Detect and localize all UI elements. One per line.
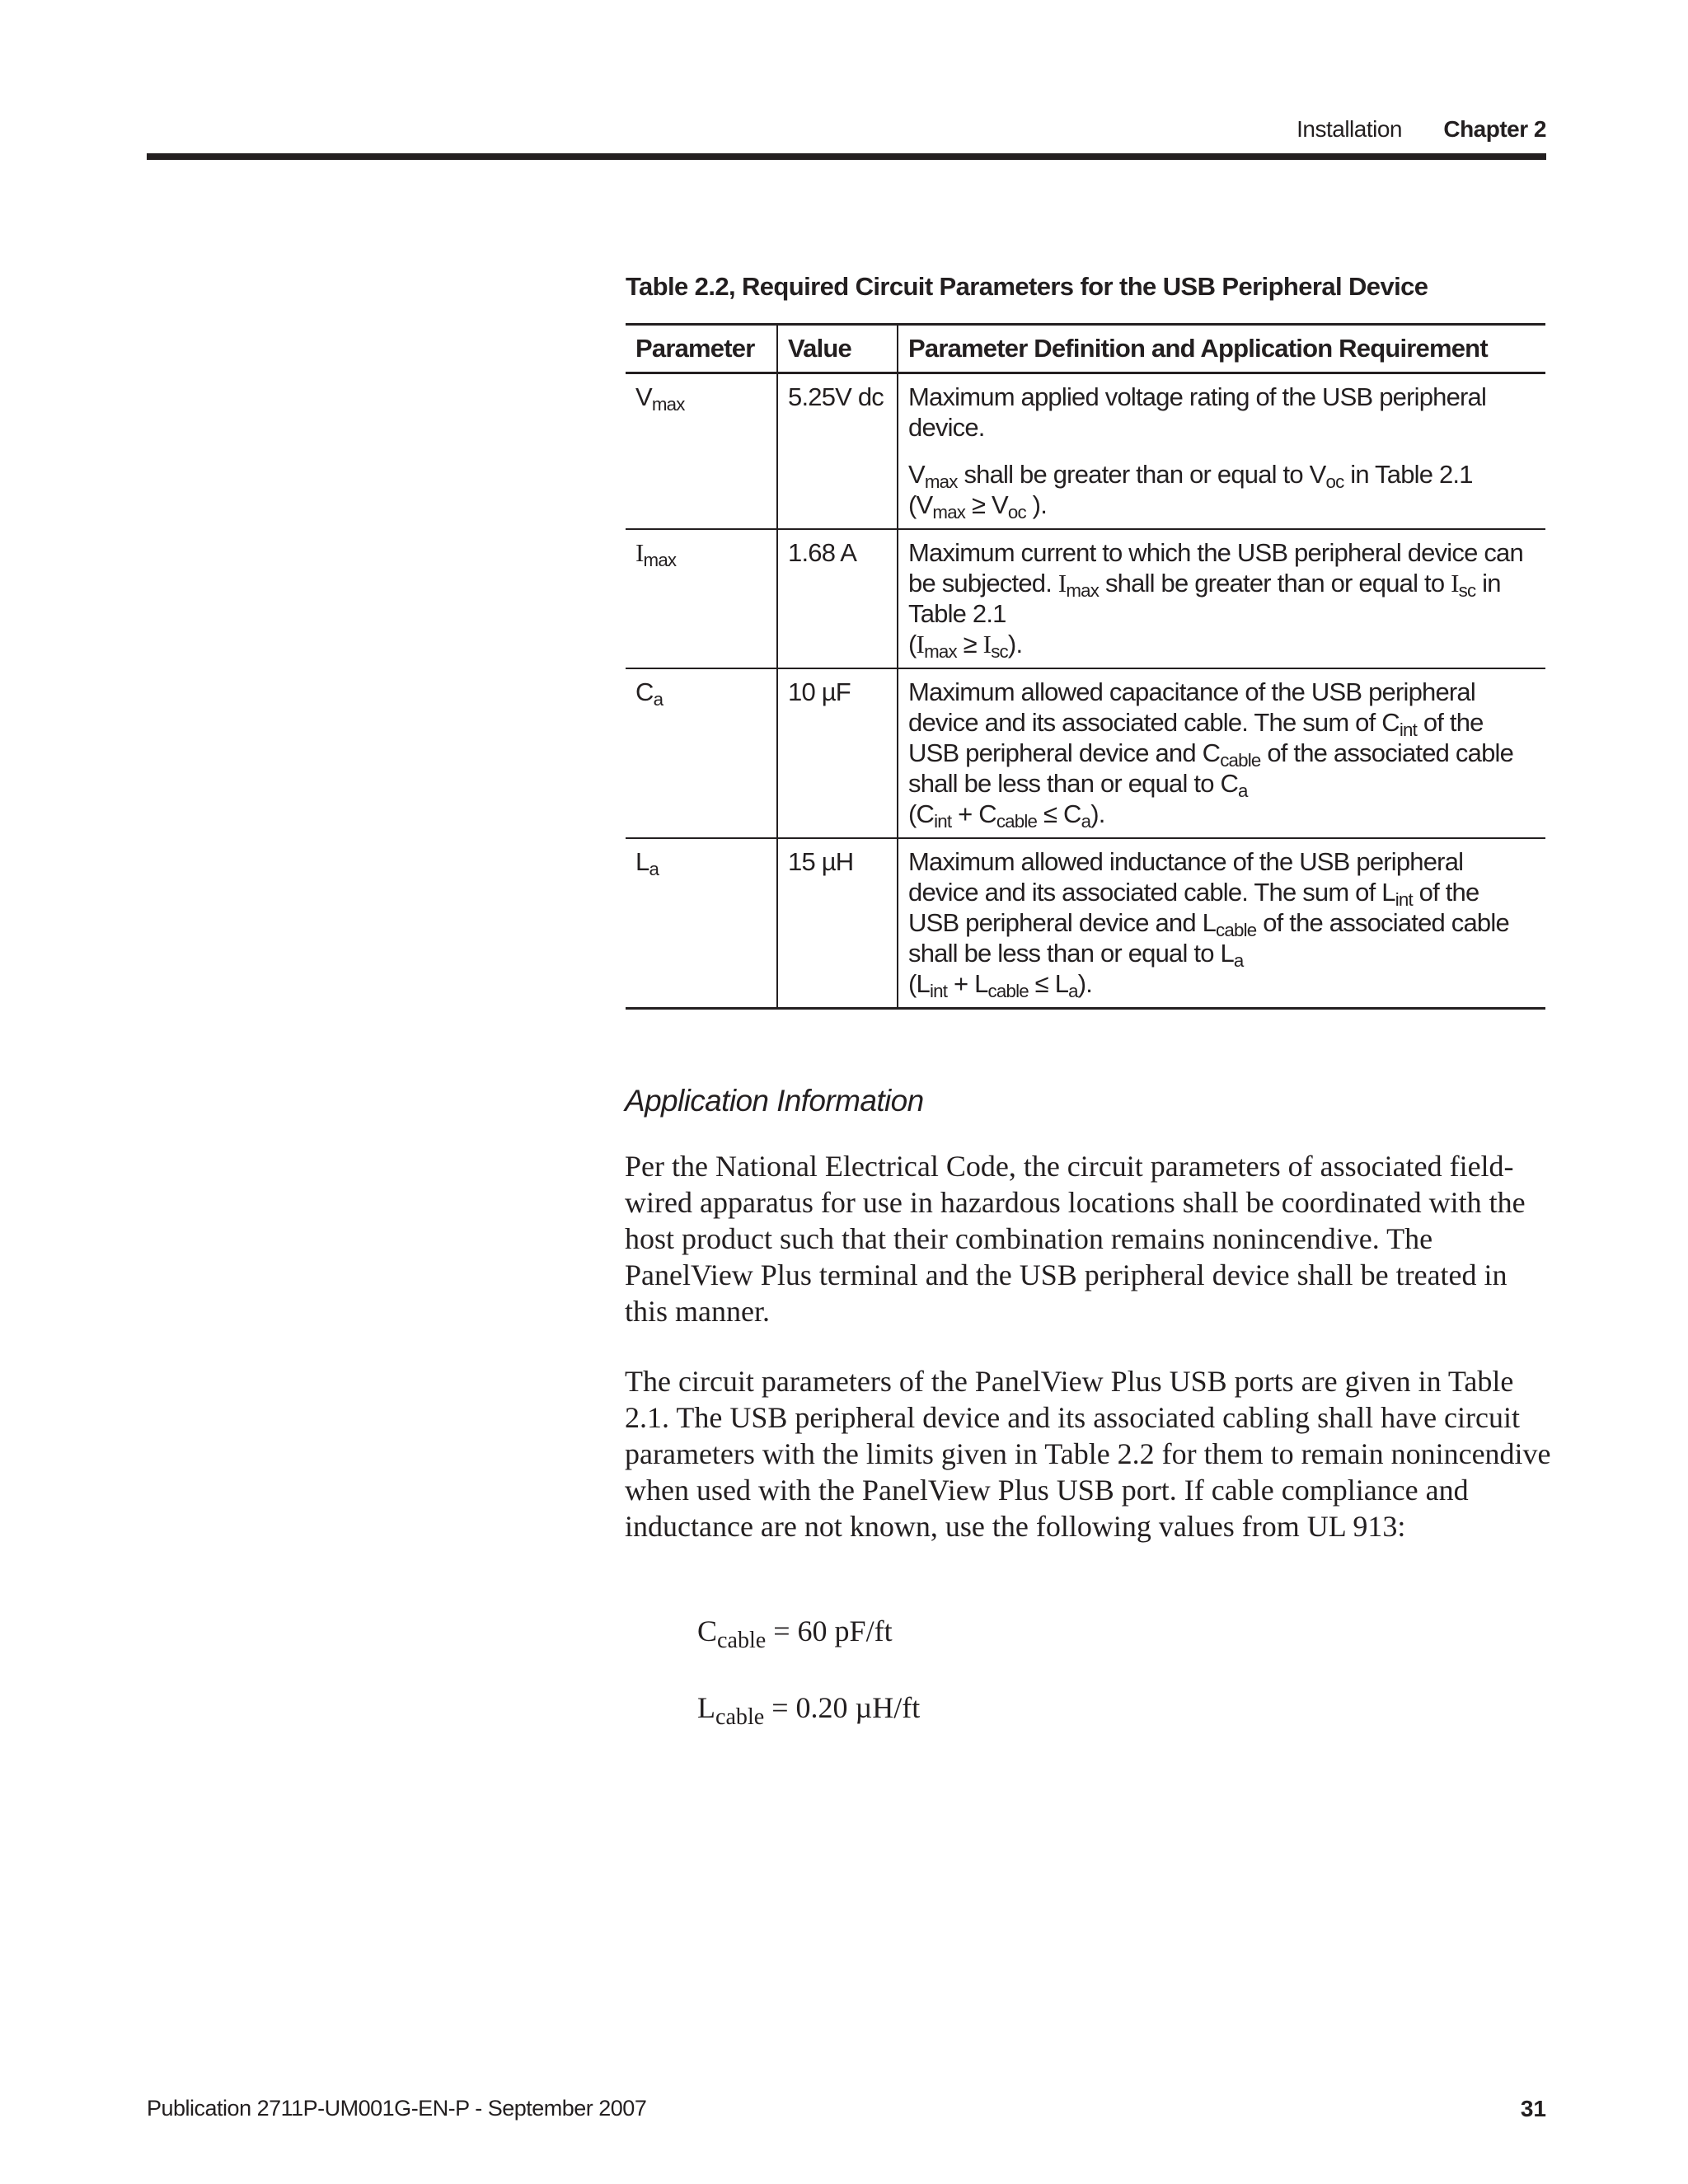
cable-capacitance-formula: $C_{cable} = 60$ pF/ft: [697, 1615, 893, 1653]
definition-cell: Maximum allowed inductance of the USB peripheral device and its associated cable. The sum of $L_{int}$ of the USB peripheral device and $L_{cable}$ of the associated cable shall be less than or equal to $L_a$ $(L_{int} + L_{cable} \le L_a)$.: [898, 838, 1545, 1009]
footer-publication: Publication 2711P-UM001G-EN-P - September 2007: [147, 2096, 647, 2121]
table-row: [626, 838, 1545, 1009]
value-cell: 10 µF: [777, 668, 898, 838]
value-cell: 15 µH: [777, 838, 898, 1009]
running-header-section: Installation: [1296, 116, 1402, 142]
param-cell: $L_a$: [626, 838, 777, 1009]
column-header-definition: Parameter Definition and Application Requirement: [898, 325, 1545, 373]
footer-page-number: 31: [1520, 2096, 1546, 2121]
table-row: [626, 373, 1545, 530]
table-row: [626, 668, 1545, 838]
column-header-value: Value: [777, 325, 898, 373]
cable-inductance-formula: $L_{cable} = 0.20$ µH/ft: [697, 1691, 921, 1730]
definition-cell: Maximum current to which the USB peripheral device can be subjected. $I_{max}$ shall be greater than or equal to $I_{sc}$ in Table 2.1 $(I_{max} \ge I_{sc})$.: [898, 529, 1545, 668]
table-row: [626, 529, 1545, 668]
definition-cell: Maximum applied voltage rating of the USB peripheral device. $V_{max}$ shall be greater than or equal to $V_{oc}$ in Table 2.1 ($V_{max} \ge V_{oc}$ ).: [898, 373, 1545, 530]
column-header-parameter: Parameter: [626, 325, 777, 373]
running-header-chapter: Chapter 2: [1443, 116, 1546, 142]
param-cell: $C_a$: [626, 668, 777, 838]
value-cell: 1.68 A: [777, 529, 898, 668]
circuit-parameters-table: [626, 323, 1545, 1010]
body-paragraph: The circuit parameters of the PanelView Plus USB ports are given in Table 2.1. The USB peripheral device and its associated cabling shall have circuit parameters with the limits given in Table 2.2 for them to remain nonincendive when used with the PanelView Plus USB port. If cable compliance and inductance are not known, use the following values from UL 913:: [625, 1365, 1551, 1543]
value-cell: 5.25V dc: [777, 373, 898, 530]
param-cell: $I_{max}$: [626, 529, 777, 668]
table-caption: Table 2.2, Required Circuit Parameters for the USB Peripheral Device: [626, 272, 1428, 301]
definition-cell: Maximum allowed capacitance of the USB peripheral device and its associated cable. The sum of $C_{int}$ of the USB peripheral device and $C_{cable}$ of the associated cable shall be less than or equal to $C_a$ $(C_{int} + C_{cable} \le C_a)$.: [898, 668, 1545, 838]
param-cell: $V_{max}$: [626, 373, 777, 530]
table-header-row: [626, 325, 1545, 373]
body-paragraph: Per the National Electrical Code, the circuit parameters of associated field-wired apparatus for use in hazardous locations shall be coordinated with the host product such that their combination remains nonincendive. The PanelView Plus terminal and the USB peripheral device shall be treated in this manner.: [625, 1150, 1526, 1328]
header-rule: [147, 153, 1546, 160]
section-heading: Application Information: [625, 1084, 924, 1118]
